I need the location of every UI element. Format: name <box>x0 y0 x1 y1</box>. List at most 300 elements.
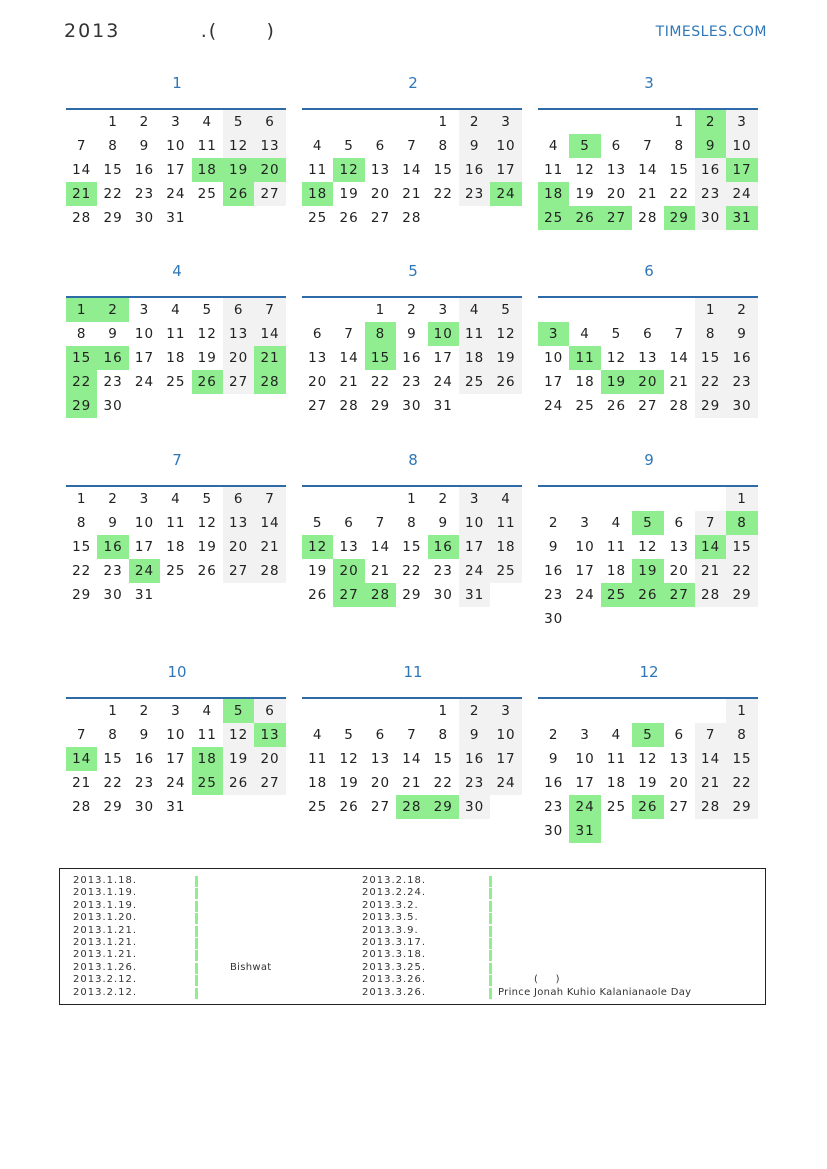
day-cell[interactable]: 1 <box>108 114 118 130</box>
day-cell[interactable]: 16 <box>134 162 155 178</box>
day-cell[interactable]: 3 <box>726 110 757 134</box>
day-cell[interactable]: 17 <box>726 158 757 182</box>
day-cell[interactable]: 21 <box>370 563 391 579</box>
day-cell[interactable]: 27 <box>669 799 689 815</box>
day-cell[interactable]: 30 <box>544 611 564 627</box>
day-cell[interactable]: 5 <box>202 491 213 507</box>
day-cell[interactable]: 7 <box>674 326 685 342</box>
day-cell[interactable]: 19 <box>308 563 328 579</box>
day-cell[interactable]: 19 <box>638 775 658 791</box>
day-cell[interactable]: 4 <box>611 515 622 531</box>
day-cell[interactable]: 16 <box>97 535 128 559</box>
day-cell[interactable]: 6 <box>375 727 386 743</box>
day-cell[interactable]: 14 <box>695 747 726 771</box>
day-cell[interactable]: 22 <box>103 775 123 791</box>
day-cell[interactable]: 25 <box>166 563 186 579</box>
day-cell[interactable]: 11 <box>606 539 627 555</box>
day-cell[interactable]: 18 <box>575 374 595 390</box>
day-cell[interactable]: 14 <box>638 162 658 178</box>
day-cell[interactable]: 27 <box>664 583 695 607</box>
day-cell[interactable]: 26 <box>632 583 663 607</box>
day-cell[interactable]: 7 <box>254 298 285 322</box>
day-cell[interactable]: 11 <box>166 326 186 342</box>
day-cell[interactable]: 8 <box>438 138 449 154</box>
day-cell[interactable]: 8 <box>674 138 685 154</box>
day-cell[interactable]: 10 <box>490 723 521 747</box>
day-cell[interactable]: 9 <box>695 134 726 158</box>
day-cell[interactable]: 13 <box>223 322 254 346</box>
day-cell[interactable]: 5 <box>611 326 622 342</box>
day-cell[interactable]: 18 <box>166 539 186 555</box>
day-cell[interactable]: 12 <box>333 158 364 182</box>
day-cell[interactable]: 22 <box>695 370 726 394</box>
day-cell[interactable]: 6 <box>312 326 323 342</box>
day-cell[interactable]: 19 <box>339 775 359 791</box>
day-cell[interactable]: 2 <box>108 491 118 507</box>
day-cell[interactable]: 4 <box>202 114 213 130</box>
day-cell[interactable]: 31 <box>433 398 453 414</box>
day-cell[interactable]: 16 <box>97 346 128 370</box>
day-cell[interactable]: 8 <box>108 138 118 154</box>
day-cell[interactable]: 22 <box>103 186 123 202</box>
day-cell[interactable]: 10 <box>575 751 595 767</box>
day-cell[interactable]: 4 <box>490 487 521 511</box>
day-cell[interactable]: 6 <box>254 110 285 134</box>
day-cell[interactable]: 30 <box>103 398 123 414</box>
day-cell[interactable]: 21 <box>402 186 422 202</box>
day-cell[interactable]: 3 <box>438 302 449 318</box>
day-cell[interactable]: 28 <box>396 795 427 819</box>
day-cell[interactable]: 13 <box>638 350 658 366</box>
day-cell[interactable]: 18 <box>192 158 223 182</box>
day-cell[interactable]: 14 <box>339 350 359 366</box>
day-cell[interactable]: 22 <box>66 370 97 394</box>
day-cell[interactable]: 20 <box>254 158 285 182</box>
day-cell[interactable]: 26 <box>308 587 328 603</box>
day-cell[interactable]: 15 <box>726 747 757 771</box>
day-cell[interactable]: 15 <box>72 539 92 555</box>
day-cell[interactable]: 5 <box>223 699 254 723</box>
day-cell[interactable]: 1 <box>438 703 449 719</box>
day-cell[interactable]: 28 <box>669 398 689 414</box>
day-cell[interactable]: 30 <box>433 587 453 603</box>
day-cell[interactable]: 23 <box>103 374 123 390</box>
day-cell[interactable]: 19 <box>490 346 521 370</box>
day-cell[interactable]: 14 <box>254 322 285 346</box>
day-cell[interactable]: 23 <box>726 370 757 394</box>
day-cell[interactable]: 19 <box>632 559 663 583</box>
day-cell[interactable]: 27 <box>601 206 632 230</box>
day-cell[interactable]: 10 <box>166 727 186 743</box>
day-cell[interactable]: 8 <box>76 515 87 531</box>
day-cell[interactable]: 24 <box>433 374 453 390</box>
day-cell[interactable]: 16 <box>544 775 564 791</box>
day-cell[interactable]: 3 <box>171 114 181 130</box>
day-cell[interactable]: 25 <box>490 559 521 583</box>
day-cell[interactable]: 20 <box>370 186 391 202</box>
day-cell[interactable]: 22 <box>433 186 453 202</box>
day-cell[interactable]: 16 <box>428 535 459 559</box>
day-cell[interactable]: 4 <box>611 727 622 743</box>
day-cell[interactable]: 22 <box>726 559 757 583</box>
day-cell[interactable]: 4 <box>171 491 181 507</box>
day-cell[interactable]: 13 <box>669 751 689 767</box>
day-cell[interactable]: 13 <box>370 751 391 767</box>
day-cell[interactable]: 20 <box>223 346 254 370</box>
day-cell[interactable]: 22 <box>370 374 391 390</box>
day-cell[interactable]: 8 <box>108 727 118 743</box>
day-cell[interactable]: 2 <box>459 699 490 723</box>
day-cell[interactable]: 15 <box>669 162 689 178</box>
day-cell[interactable]: 4 <box>171 302 181 318</box>
day-cell[interactable]: 26 <box>192 370 223 394</box>
day-cell[interactable]: 6 <box>674 727 685 743</box>
day-cell[interactable]: 19 <box>223 747 254 771</box>
day-cell[interactable]: 27 <box>333 583 364 607</box>
day-cell[interactable]: 13 <box>606 162 627 178</box>
day-cell[interactable]: 16 <box>134 751 155 767</box>
day-cell[interactable]: 22 <box>72 563 92 579</box>
day-cell[interactable]: 8 <box>726 511 757 535</box>
day-cell[interactable]: 11 <box>569 346 600 370</box>
day-cell[interactable]: 14 <box>669 350 689 366</box>
day-cell[interactable]: 17 <box>544 374 564 390</box>
day-cell[interactable]: 23 <box>544 799 564 815</box>
day-cell[interactable]: 18 <box>606 775 627 791</box>
day-cell[interactable]: 17 <box>134 539 155 555</box>
day-cell[interactable]: 24 <box>129 559 160 583</box>
day-cell[interactable]: 25 <box>166 374 186 390</box>
day-cell[interactable]: 5 <box>490 298 521 322</box>
day-cell[interactable]: 27 <box>223 559 254 583</box>
day-cell[interactable]: 28 <box>72 799 92 815</box>
day-cell[interactable]: 3 <box>139 491 150 507</box>
day-cell[interactable]: 26 <box>632 795 663 819</box>
day-cell[interactable]: 25 <box>601 583 632 607</box>
day-cell[interactable]: 25 <box>192 771 223 795</box>
day-cell[interactable]: 3 <box>580 515 590 531</box>
day-cell[interactable]: 6 <box>611 138 622 154</box>
day-cell[interactable]: 30 <box>726 394 757 418</box>
day-cell[interactable]: 17 <box>166 162 186 178</box>
day-cell[interactable]: 30 <box>459 795 490 819</box>
day-cell[interactable]: 30 <box>134 799 155 815</box>
day-cell[interactable]: 4 <box>202 703 213 719</box>
day-cell[interactable]: 7 <box>254 487 285 511</box>
day-cell[interactable]: 16 <box>544 563 564 579</box>
day-cell[interactable]: 23 <box>695 182 726 206</box>
day-cell[interactable]: 21 <box>402 775 422 791</box>
day-cell[interactable]: 19 <box>197 350 217 366</box>
day-cell[interactable]: 15 <box>695 346 726 370</box>
day-cell[interactable]: 29 <box>103 210 123 226</box>
day-cell[interactable]: 29 <box>695 394 726 418</box>
day-cell[interactable]: 13 <box>254 723 285 747</box>
day-cell[interactable]: 13 <box>669 539 689 555</box>
day-cell[interactable]: 4 <box>580 326 590 342</box>
day-cell[interactable]: 1 <box>726 699 757 723</box>
day-cell[interactable]: 14 <box>695 535 726 559</box>
day-cell[interactable]: 20 <box>254 747 285 771</box>
day-cell[interactable]: 28 <box>72 210 92 226</box>
day-cell[interactable]: 2 <box>459 110 490 134</box>
day-cell[interactable]: 17 <box>433 350 453 366</box>
day-cell[interactable]: 11 <box>490 511 521 535</box>
day-cell[interactable]: 6 <box>674 515 685 531</box>
day-cell[interactable]: 5 <box>569 134 600 158</box>
day-cell[interactable]: 23 <box>433 563 453 579</box>
day-cell[interactable]: 8 <box>726 723 757 747</box>
day-cell[interactable]: 29 <box>103 799 123 815</box>
day-cell[interactable]: 1 <box>76 491 87 507</box>
day-cell[interactable]: 25 <box>606 799 627 815</box>
day-cell[interactable]: 21 <box>254 535 285 559</box>
day-cell[interactable]: 19 <box>575 186 595 202</box>
day-cell[interactable]: 3 <box>580 727 590 743</box>
day-cell[interactable]: 12 <box>197 515 217 531</box>
day-cell[interactable]: 18 <box>490 535 521 559</box>
day-cell[interactable]: 2 <box>438 491 449 507</box>
day-cell[interactable]: 27 <box>254 182 285 206</box>
day-cell[interactable]: 16 <box>459 158 490 182</box>
day-cell[interactable]: 1 <box>108 703 118 719</box>
day-cell[interactable]: 28 <box>695 795 726 819</box>
day-cell[interactable]: 4 <box>459 298 490 322</box>
day-cell[interactable]: 10 <box>459 511 490 535</box>
day-cell[interactable]: 31 <box>569 819 600 843</box>
day-cell[interactable]: 5 <box>344 727 354 743</box>
day-cell[interactable]: 27 <box>254 771 285 795</box>
day-cell[interactable]: 25 <box>575 398 595 414</box>
day-cell[interactable]: 5 <box>312 515 323 531</box>
day-cell[interactable]: 12 <box>197 326 217 342</box>
day-cell[interactable]: 12 <box>302 535 333 559</box>
day-cell[interactable]: 16 <box>459 747 490 771</box>
day-cell[interactable]: 29 <box>726 795 757 819</box>
day-cell[interactable]: 29 <box>726 583 757 607</box>
day-cell[interactable]: 20 <box>669 775 689 791</box>
day-cell[interactable]: 7 <box>695 511 726 535</box>
day-cell[interactable]: 23 <box>103 563 123 579</box>
day-cell[interactable]: 12 <box>638 539 658 555</box>
day-cell[interactable]: 20 <box>370 775 391 791</box>
day-cell[interactable]: 31 <box>134 587 155 603</box>
day-cell[interactable]: 13 <box>370 162 391 178</box>
day-cell[interactable]: 10 <box>166 138 186 154</box>
day-cell[interactable]: 15 <box>433 162 453 178</box>
day-cell[interactable]: 9 <box>108 326 118 342</box>
day-cell[interactable]: 29 <box>428 795 459 819</box>
day-cell[interactable]: 31 <box>166 799 186 815</box>
day-cell[interactable]: 16 <box>695 158 726 182</box>
day-cell[interactable]: 7 <box>695 723 726 747</box>
day-cell[interactable]: 6 <box>375 138 386 154</box>
day-cell[interactable]: 23 <box>134 775 155 791</box>
day-cell[interactable]: 15 <box>103 751 123 767</box>
day-cell[interactable]: 23 <box>402 374 422 390</box>
day-cell[interactable]: 14 <box>66 747 97 771</box>
day-cell[interactable]: 1 <box>674 114 685 130</box>
day-cell[interactable]: 18 <box>606 563 627 579</box>
day-cell[interactable]: 24 <box>490 771 521 795</box>
day-cell[interactable]: 13 <box>223 511 254 535</box>
day-cell[interactable]: 29 <box>72 587 92 603</box>
day-cell[interactable]: 18 <box>538 182 569 206</box>
day-cell[interactable]: 12 <box>575 162 595 178</box>
day-cell[interactable]: 6 <box>643 326 653 342</box>
day-cell[interactable]: 13 <box>308 350 328 366</box>
day-cell[interactable]: 16 <box>402 350 422 366</box>
day-cell[interactable]: 28 <box>695 583 726 607</box>
day-cell[interactable]: 28 <box>254 370 285 394</box>
day-cell[interactable]: 11 <box>459 322 490 346</box>
day-cell[interactable]: 8 <box>76 326 87 342</box>
day-cell[interactable]: 22 <box>726 771 757 795</box>
day-cell[interactable]: 23 <box>459 182 490 206</box>
day-cell[interactable]: 19 <box>197 539 217 555</box>
day-cell[interactable]: 1 <box>407 491 417 507</box>
day-cell[interactable]: 1 <box>695 298 726 322</box>
day-cell[interactable]: 4 <box>312 138 323 154</box>
day-cell[interactable]: 12 <box>223 723 254 747</box>
day-cell[interactable]: 22 <box>433 775 453 791</box>
day-cell[interactable]: 30 <box>103 587 123 603</box>
day-cell[interactable]: 17 <box>459 535 490 559</box>
day-cell[interactable]: 11 <box>308 751 328 767</box>
day-cell[interactable]: 14 <box>72 162 92 178</box>
day-cell[interactable]: 24 <box>459 559 490 583</box>
day-cell[interactable]: 9 <box>548 751 559 767</box>
day-cell[interactable]: 30 <box>544 823 564 839</box>
day-cell[interactable]: 12 <box>223 134 254 158</box>
day-cell[interactable]: 2 <box>407 302 417 318</box>
day-cell[interactable]: 15 <box>365 346 396 370</box>
day-cell[interactable]: 17 <box>575 563 595 579</box>
day-cell[interactable]: 24 <box>134 374 155 390</box>
day-cell[interactable]: 7 <box>76 138 87 154</box>
day-cell[interactable]: 14 <box>402 751 422 767</box>
day-cell[interactable]: 3 <box>171 703 181 719</box>
day-cell[interactable]: 9 <box>459 723 490 747</box>
day-cell[interactable]: 28 <box>365 583 396 607</box>
day-cell[interactable]: 4 <box>548 138 559 154</box>
day-cell[interactable]: 6 <box>344 515 354 531</box>
day-cell[interactable]: 11 <box>197 727 217 743</box>
day-cell[interactable]: 10 <box>490 134 521 158</box>
day-cell[interactable]: 10 <box>134 326 155 342</box>
day-cell[interactable]: 11 <box>606 751 627 767</box>
day-cell[interactable]: 5 <box>632 511 663 535</box>
day-cell[interactable]: 27 <box>370 799 391 815</box>
day-cell[interactable]: 5 <box>632 723 663 747</box>
day-cell[interactable]: 26 <box>569 206 600 230</box>
day-cell[interactable]: 10 <box>134 515 155 531</box>
day-cell[interactable]: 6 <box>223 487 254 511</box>
day-cell[interactable]: 17 <box>166 751 186 767</box>
day-cell[interactable]: 21 <box>695 559 726 583</box>
day-cell[interactable]: 24 <box>575 587 595 603</box>
day-cell[interactable]: 23 <box>544 587 564 603</box>
day-cell[interactable]: 9 <box>139 138 150 154</box>
day-cell[interactable]: 21 <box>339 374 359 390</box>
day-cell[interactable]: 14 <box>254 511 285 535</box>
day-cell[interactable]: 31 <box>459 583 490 607</box>
day-cell[interactable]: 26 <box>490 370 521 394</box>
day-cell[interactable]: 2 <box>548 727 559 743</box>
day-cell[interactable]: 11 <box>197 138 217 154</box>
day-cell[interactable]: 2 <box>139 703 150 719</box>
day-cell[interactable]: 26 <box>223 771 254 795</box>
day-cell[interactable]: 22 <box>669 186 689 202</box>
day-cell[interactable]: 15 <box>103 162 123 178</box>
day-cell[interactable]: 21 <box>695 771 726 795</box>
day-cell[interactable]: 24 <box>490 182 521 206</box>
day-cell[interactable]: 7 <box>76 727 87 743</box>
day-cell[interactable]: 9 <box>548 539 559 555</box>
day-cell[interactable]: 1 <box>726 487 757 511</box>
day-cell[interactable]: 24 <box>544 398 564 414</box>
day-cell[interactable]: 26 <box>339 210 359 226</box>
day-cell[interactable]: 13 <box>254 134 285 158</box>
day-cell[interactable]: 25 <box>538 206 569 230</box>
day-cell[interactable]: 7 <box>407 138 417 154</box>
day-cell[interactable]: 30 <box>134 210 155 226</box>
day-cell[interactable]: 19 <box>601 370 632 394</box>
day-cell[interactable]: 15 <box>433 751 453 767</box>
day-cell[interactable]: 9 <box>726 322 757 346</box>
day-cell[interactable]: 23 <box>459 771 490 795</box>
day-cell[interactable]: 20 <box>606 186 627 202</box>
day-cell[interactable]: 12 <box>606 350 627 366</box>
day-cell[interactable]: 10 <box>544 350 564 366</box>
brand-logo[interactable]: TIMESLES.COM <box>655 24 767 40</box>
day-cell[interactable]: 26 <box>606 398 627 414</box>
day-cell[interactable]: 6 <box>223 298 254 322</box>
day-cell[interactable]: 15 <box>726 535 757 559</box>
day-cell[interactable]: 29 <box>664 206 695 230</box>
day-cell[interactable]: 18 <box>302 182 333 206</box>
day-cell[interactable]: 2 <box>695 110 726 134</box>
day-cell[interactable]: 7 <box>407 727 417 743</box>
day-cell[interactable]: 29 <box>66 394 97 418</box>
day-cell[interactable]: 12 <box>638 751 658 767</box>
day-cell[interactable]: 2 <box>139 114 150 130</box>
day-cell[interactable]: 25 <box>459 370 490 394</box>
day-cell[interactable]: 2 <box>726 298 757 322</box>
day-cell[interactable]: 20 <box>333 559 364 583</box>
day-cell[interactable]: 10 <box>428 322 459 346</box>
day-cell[interactable]: 7 <box>643 138 653 154</box>
day-cell[interactable]: 17 <box>134 350 155 366</box>
day-cell[interactable]: 27 <box>370 210 391 226</box>
day-cell[interactable]: 24 <box>166 186 186 202</box>
day-cell[interactable]: 11 <box>166 515 186 531</box>
day-cell[interactable]: 29 <box>370 398 391 414</box>
day-cell[interactable]: 5 <box>223 110 254 134</box>
day-cell[interactable]: 14 <box>370 539 391 555</box>
day-cell[interactable]: 27 <box>638 398 658 414</box>
day-cell[interactable]: 22 <box>402 563 422 579</box>
day-cell[interactable]: 14 <box>402 162 422 178</box>
day-cell[interactable]: 23 <box>134 186 155 202</box>
day-cell[interactable]: 17 <box>490 158 521 182</box>
day-cell[interactable]: 31 <box>726 206 757 230</box>
day-cell[interactable]: 11 <box>544 162 564 178</box>
day-cell[interactable]: 25 <box>308 799 328 815</box>
day-cell[interactable]: 28 <box>339 398 359 414</box>
day-cell[interactable]: 5 <box>202 302 213 318</box>
day-cell[interactable]: 17 <box>490 747 521 771</box>
